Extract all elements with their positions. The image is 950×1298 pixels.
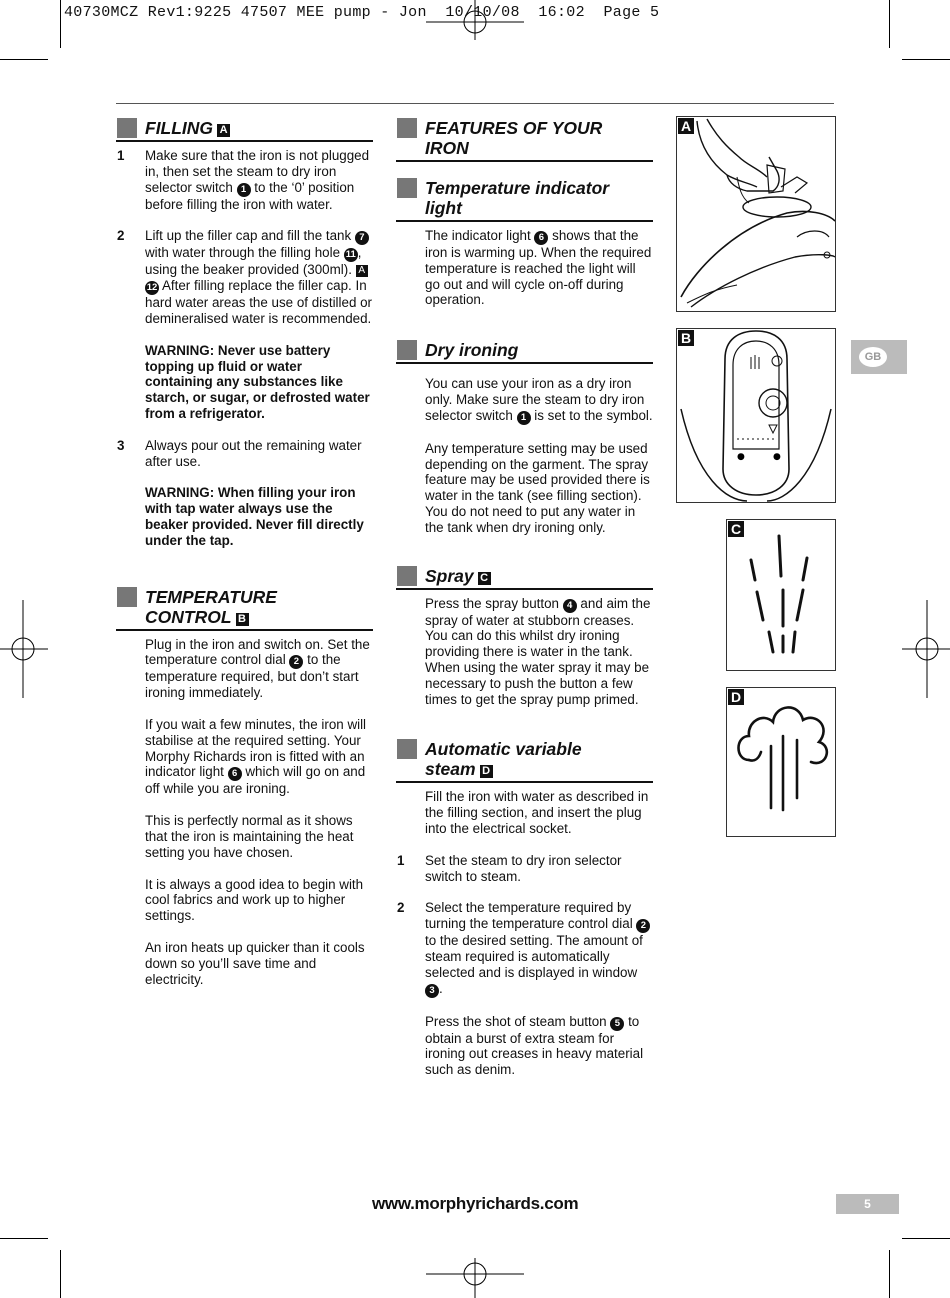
heading-square-icon — [397, 178, 417, 198]
dry-ironing-para-2: Any temperature setting may be used depending on the garment. The spray feature may be used provided there is water in the tank (see filling section). You do not need to put any water in the tank when dry ironing only. — [425, 440, 650, 535]
figure-label: D — [728, 689, 744, 705]
crop-mark — [0, 1238, 48, 1239]
filling-step-2: 2 Lift up the filler cap and fill the tank 7 with water through the filling hole 11 , using the beaker provided (300ml). A 12 After filling replace the filler cap. In hard water areas the use of distilled or demineralised water is recommended. — [117, 228, 373, 326]
steam-symbol-icon — [727, 688, 835, 836]
heading-square-icon — [397, 118, 417, 138]
column-left — [116, 116, 373, 987]
callout-number-icon: 2 — [636, 919, 650, 933]
figure-label: B — [678, 330, 694, 346]
auto-steam-intro: Fill the iron with water as described in the filling section, and insert the plug into the electrical socket. — [425, 789, 649, 836]
temp-control-para-4: It is always a good idea to begin with cool fabrics and work up to higher settings. — [145, 876, 364, 924]
filling-step-3: 3 Always pour out the remaining water after use. — [117, 437, 362, 469]
temperature-control-heading: TEMPERATURE CONTROL B — [116, 585, 373, 631]
callout-number-icon: 12 — [146, 282, 158, 294]
language-badge: GB — [851, 340, 907, 374]
temp-control-para-5: An iron heats up quicker than it cools down so you’ll save time and electricity. — [145, 939, 365, 987]
fig-ref-badge: B — [236, 613, 249, 626]
figure-label: A — [678, 118, 694, 134]
callout-number-icon: 3 — [425, 984, 439, 998]
crop-mark — [0, 59, 48, 60]
footer-url[interactable]: www.morphyrichards.com — [372, 1194, 579, 1213]
fig-ref-badge: D — [480, 765, 493, 778]
iron-filling-illustration-icon — [677, 117, 835, 311]
fig-ref-badge: A — [356, 265, 368, 277]
auto-steam-para-last: Press the shot of steam button 5 to obtain a burst of extra steam for ironing out creases in heavy material such as denim. — [425, 1013, 644, 1078]
callout-number-icon: 7 — [355, 231, 369, 245]
registration-mark-left — [0, 600, 48, 698]
filling-title: FILLING — [145, 118, 214, 138]
filling-warning-1: WARNING: Never use battery topping up fluid or water containing any substances like starch, or sugar, or defrosted water from a refrigerator. — [145, 342, 370, 421]
heading-square-icon — [397, 566, 417, 586]
callout-number-icon: 4 — [563, 599, 577, 613]
fig-ref-badge: A — [217, 124, 230, 137]
svg-text:●: ● — [737, 452, 745, 462]
spray-heading: Spray C — [396, 564, 653, 590]
heading-square-icon — [397, 340, 417, 360]
figure-c-spray — [726, 519, 836, 671]
crop-mark — [889, 0, 890, 48]
figure-b-temperature-dial — [676, 328, 836, 503]
crop-mark — [60, 1250, 61, 1298]
auto-steam-step-1: 1 Set the steam to dry iron selector switch to steam. — [397, 852, 622, 884]
temp-indicator-para: The indicator light 6 shows that the iron is warming up. When the required temperature is reached the light will go out and will cycle on-off during operation. — [425, 228, 652, 308]
callout-number-icon: 11 — [345, 249, 356, 261]
filling-step-1: 1 Make sure that the iron is not plugged in, then set the steam to dry iron selector switch 1 to the ‘0’ position before filling the iron with water. — [117, 148, 370, 212]
temp-control-para-3: This is perfectly normal as it shows that the iron is maintaining the heat setting you have chosen. — [145, 813, 354, 860]
callout-number-icon: 1 — [237, 183, 251, 197]
spray-para: Press the spray button 4 and aim the spray of water at stubborn creases. You can do this whilst dry ironing providing there is water in the tank. When using the water spray it may be necessary to push the button a few times to get the spray pump primed. — [425, 595, 651, 707]
auto-steam-step-2: 2 Select the temperature required by turning the temperature control dial 2 to the desired setting. The amount of steam required is automatically selected and is displayed in window 3 . — [396, 900, 653, 997]
callout-number-icon: 6 — [534, 231, 548, 245]
print-slug: 40730MCZ Rev1:9225 47507 MEE pump - Jon 10/10/08 16:02 Page 5 — [64, 4, 660, 21]
crop-mark — [889, 1250, 890, 1298]
crop-mark — [60, 0, 61, 48]
temp-control-para-2: If you wait a few minutes, the iron will stabilise at the required setting. Your Morphy Richards iron is fitted with an indicator light 6 which will go on and off while you are ironing. — [145, 716, 367, 797]
figure-label: C — [728, 521, 744, 537]
callout-number-icon: 2 — [289, 655, 303, 669]
heading-square-icon — [117, 587, 137, 607]
dry-ironing-heading: Dry ironing — [396, 338, 653, 364]
iron-top-view-illustration-icon — [677, 329, 835, 502]
svg-text:●: ● — [773, 452, 781, 462]
features-heading: FEATURES OF YOUR IRON — [396, 116, 653, 162]
callout-number-icon: 5 — [610, 1017, 624, 1031]
registration-mark-right — [902, 600, 950, 698]
crop-mark — [902, 59, 950, 60]
spray-symbol-icon — [727, 520, 835, 670]
page-number: 5 — [836, 1194, 899, 1214]
callout-number-icon: 6 — [228, 767, 242, 781]
fig-ref-badge: C — [478, 572, 491, 585]
heading-square-icon — [117, 118, 137, 138]
figure-d-steam — [726, 687, 836, 837]
auto-steam-heading: Automatic variable steam D — [396, 737, 653, 783]
filling-warning-2: WARNING: When filling your iron with tap water always use the beaker provided. Never fill directly under the tap. — [145, 485, 364, 548]
dry-ironing-para-1: You can use your iron as a dry iron only. Make sure the steam to dry iron selector switch 1 is set to the symbol. — [425, 376, 653, 423]
temp-indicator-heading: Temperature indicator light — [396, 176, 653, 222]
callout-number-icon: 1 — [517, 411, 531, 425]
header-rule — [116, 103, 834, 104]
figure-a-filling — [676, 116, 836, 312]
registration-mark-bottom — [426, 1258, 524, 1298]
column-middle — [396, 116, 653, 1078]
crop-mark — [902, 1238, 950, 1239]
filling-heading — [116, 116, 373, 142]
temp-control-para-1: Plug in the iron and switch on. Set the temperature control dial 2 to the temperature required, but don’t start ironing immediately. — [145, 636, 370, 701]
heading-square-icon — [397, 739, 417, 759]
